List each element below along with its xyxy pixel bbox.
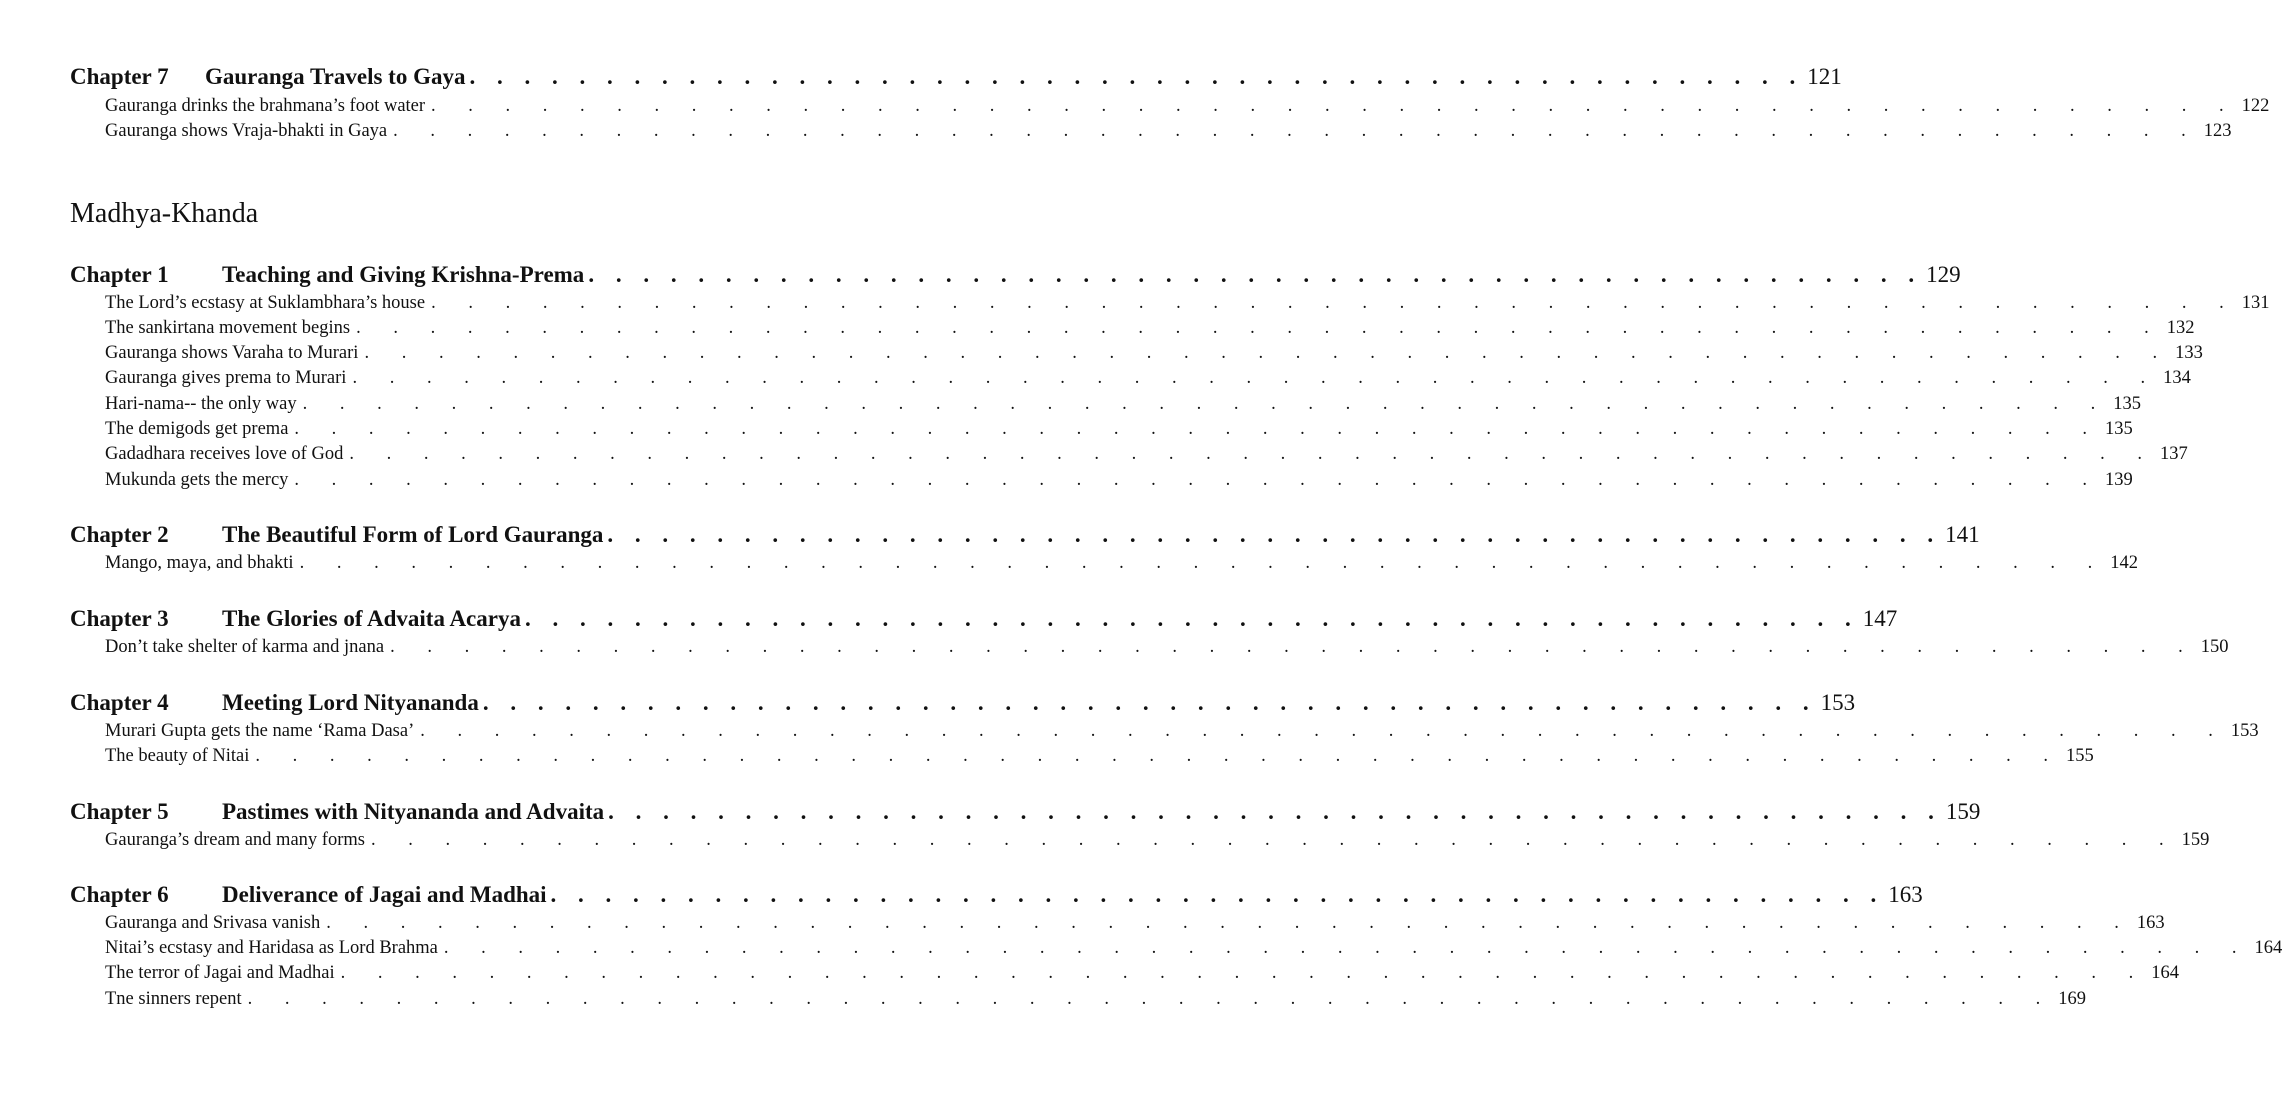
chapter-title: Gauranga Travels to Gaya	[205, 64, 466, 89]
section-page-number: 122	[2241, 96, 2270, 116]
section-title: Don’t take shelter of karma and jnana	[105, 637, 385, 657]
dot-leader: . . . . . . . . . . . . . . . . . . . . . . . . . . . . . . . . . . . . . . . . . . . . . . . . .	[420, 721, 2227, 741]
section-title: Gauranga’s dream and many forms	[105, 830, 365, 850]
dot-leader: . . . . . . . . . . . . . . . . . . . . . . . . . . . . . . . . . . . . . . . . . . . . . . . . .	[255, 746, 2062, 766]
section-title: Mukunda gets the mercy	[105, 470, 289, 490]
toc-chapter-3	[70, 606, 1898, 632]
section-title: Murari Gupta gets the name ‘Rama Dasa’	[105, 721, 415, 741]
section-title: Tne sinners repent	[105, 989, 242, 1009]
section-title: Mango, maya, and bhakti	[105, 553, 294, 573]
section-title: The terror of Jagai and Madhai	[105, 963, 335, 983]
toc-section	[105, 913, 2165, 934]
dot-leader: . . . . . . . . . . . . . . . . . . . . . . . . . . . . . . . . . . . . . . . . . . . . . . . . .	[326, 913, 2133, 933]
section-page-number: 153	[2230, 721, 2259, 741]
section-page-number: 135	[2105, 419, 2133, 439]
dot-leader: . . . . . . . . . . . . . . . . . . . . . . . . . . . . . . . . . . . . . . . . . . . . . . . . .	[349, 444, 2156, 464]
chapter-page-number: 147	[1862, 606, 1898, 631]
section-title: Gauranga shows Varaha to Murari	[105, 343, 359, 363]
section-title: Gauranga drinks the brahmana’s foot water	[105, 96, 426, 116]
toc-section	[105, 721, 2259, 742]
section-page-number: 123	[2203, 121, 2232, 141]
dot-leader: . . . . . . . . . . . . . . . . . . . . . . . . . . . . . . . . . . . . . . . . . . . . . . . . .	[247, 989, 2055, 1009]
dot-leader: . . . . . . . . . . . . . . . . . . . . . . . . . . . . . . . . . . . . . . . . . . . . . . . . .	[607, 522, 1942, 547]
toc-section	[105, 830, 2210, 851]
dot-leader: . . . . . . . . . . . . . . . . . . . . . . . . . . . . . . . . . . . . . . . . . . . . . . . . .	[302, 394, 2110, 414]
toc-section	[105, 293, 2270, 314]
chapter-page-number: 163	[1888, 882, 1923, 907]
dot-leader: . . . . . . . . . . . . . . . . . . . . . . . . . . . . . . . . . . . . . . . . . . . . . . . . .	[294, 470, 2102, 490]
toc-section	[105, 963, 2179, 984]
toc-chapter-4	[70, 690, 1856, 716]
section-page-number: 131	[2241, 293, 2270, 313]
toc-section	[105, 444, 2188, 465]
chapter-number: Chapter 6	[70, 882, 169, 907]
toc-section	[105, 938, 2282, 959]
section-page-number: 150	[2200, 637, 2229, 657]
section-title: The demigods get prema	[105, 419, 289, 439]
section-page-number: 139	[2105, 470, 2133, 490]
toc-section	[105, 989, 2087, 1010]
toc-section	[105, 318, 2195, 339]
section-title: Nitai’s ecstasy and Haridasa as Lord Brahma	[105, 938, 438, 958]
section-title: Hari-nama-- the only way	[105, 394, 297, 414]
dot-leader: . . . . . . . . . . . . . . . . . . . . . . . . . . . . . . . . . . . . . . . . . . . . . . . . .	[352, 368, 2160, 388]
section-title: Gauranga gives prema to Murari	[105, 368, 347, 388]
toc-chapter-5	[70, 799, 1981, 825]
chapter-number: Chapter 3	[70, 606, 169, 631]
section-page-number: 134	[2163, 368, 2191, 388]
toc-section	[105, 96, 2270, 117]
chapter-page-number: 141	[1945, 522, 1980, 547]
dot-leader: . . . . . . . . . . . . . . . . . . . . . . . . . . . . . . . . . . . . . . . . . . . . . . . . .	[294, 419, 2102, 439]
toc-section	[105, 343, 2203, 364]
section-page-number: 133	[2175, 343, 2203, 363]
toc-section	[105, 121, 2232, 142]
chapter-title: The Beautiful Form of Lord Gauranga	[222, 522, 604, 547]
chapter-page-number: 159	[1945, 799, 1981, 824]
dot-leader: . . . . . . . . . . . . . . . . . . . . . . . . . . . . . . . . . . . . . . . . . . . . . . . . .	[299, 553, 2107, 573]
dot-leader: . . . . . . . . . . . . . . . . . . . . . . . . . . . . . . . . . . . . . . . . . . . . . . . . .	[482, 690, 1817, 715]
section-page-number: 135	[2113, 394, 2141, 414]
chapter-title: Pastimes with Nityananda and Advaita	[222, 799, 605, 824]
chapter-title: Deliverance of Jagai and Madhai	[222, 882, 547, 907]
chapter-title: Teaching and Giving Krishna-Prema	[222, 262, 585, 287]
dot-leader: . . . . . . . . . . . . . . . . . . . . . . . . . . . . . . . . . . . . . . . . . . . . . . . . .	[524, 606, 1859, 631]
chapter-number: Chapter 4	[70, 690, 169, 715]
dot-leader: . . . . . . . . . . . . . . . . . . . . . . . . . . . . . . . . . . . . . . . . . . . . . . . . .	[390, 637, 2197, 657]
dot-leader: . . . . . . . . . . . . . . . . . . . . . . . . . . . . . . . . . . . . . . . . . . . . . . . . .	[370, 830, 2178, 850]
toc-section	[105, 746, 2094, 767]
toc-section	[105, 637, 2229, 658]
section-page-number: 142	[2110, 553, 2138, 573]
section-title: The beauty of Nitai	[105, 746, 250, 766]
toc-section	[105, 419, 2133, 440]
dot-leader: . . . . . . . . . . . . . . . . . . . . . . . . . . . . . . . . . . . . . . . . . . . . . . . . .	[469, 64, 1804, 89]
chapter-number: Chapter 2	[70, 522, 169, 547]
dot-leader: . . . . . . . . . . . . . . . . . . . . . . . . . . . . . . . . . . . . . . . . . . . . . . . . .	[443, 938, 2251, 958]
chapter-page-number: 129	[1926, 262, 1961, 287]
part-title: Madhya-Khanda	[70, 198, 259, 229]
dot-leader: . . . . . . . . . . . . . . . . . . . . . . . . . . . . . . . . . . . . . . . . . . . . . . . . .	[356, 318, 2163, 338]
section-title: The Lord’s ecstasy at Suklambhara’s house	[105, 293, 426, 313]
toc-chapter-6	[70, 882, 1923, 908]
chapter-title: Meeting Lord Nityananda	[222, 690, 479, 715]
section-title: The sankirtana movement begins	[105, 318, 351, 338]
section-page-number: 159	[2181, 830, 2210, 850]
chapter-page-number: 121	[1807, 64, 1842, 89]
section-page-number: 164	[2151, 963, 2179, 983]
chapter-number: Chapter 5	[70, 799, 169, 824]
section-page-number: 169	[2058, 989, 2087, 1009]
toc-section	[105, 394, 2141, 415]
toc-section	[105, 470, 2133, 491]
section-page-number: 163	[2136, 913, 2165, 933]
chapter-page-number: 153	[1820, 690, 1856, 715]
section-page-number: 132	[2166, 318, 2195, 338]
section-title: Gauranga shows Vraja-bhakti in Gaya	[105, 121, 388, 141]
dot-leader: . . . . . . . . . . . . . . . . . . . . . . . . . . . . . . . . . . . . . . . . . . . . . . . . .	[431, 293, 2238, 313]
dot-leader: . . . . . . . . . . . . . . . . . . . . . . . . . . . . . . . . . . . . . . . . . . . . . . . . .	[550, 882, 1885, 907]
dot-leader: . . . . . . . . . . . . . . . . . . . . . . . . . . . . . . . . . . . . . . . . . . . . . . . . .	[364, 343, 2172, 363]
section-title: Gadadhara receives love of God	[105, 444, 344, 464]
dot-leader: . . . . . . . . . . . . . . . . . . . . . . . . . . . . . . . . . . . . . . . . . . . . . . . . .	[340, 963, 2148, 983]
dot-leader: . . . . . . . . . . . . . . . . . . . . . . . . . . . . . . . . . . . . . . . . . . . . . . . . .	[588, 262, 1923, 287]
dot-leader: . . . . . . . . . . . . . . . . . . . . . . . . . . . . . . . . . . . . . . . . . . . . . . . . .	[608, 799, 1942, 824]
dot-leader: . . . . . . . . . . . . . . . . . . . . . . . . . . . . . . . . . . . . . . . . . . . . . . . . .	[393, 121, 2200, 141]
toc-chapter-2	[70, 522, 1980, 548]
section-title: Gauranga and Srivasa vanish	[105, 913, 321, 933]
section-page-number: 155	[2065, 746, 2094, 766]
toc-section	[105, 368, 2191, 389]
section-page-number: 164	[2254, 938, 2282, 958]
toc-chapter-7	[70, 64, 1842, 90]
toc-section	[105, 553, 2138, 574]
dot-leader: . . . . . . . . . . . . . . . . . . . . . . . . . . . . . . . . . . . . . . . . . . . . . . . . .	[431, 96, 2238, 116]
section-page-number: 137	[2159, 444, 2188, 464]
toc-chapter-1	[70, 262, 1961, 288]
chapter-title: The Glories of Advaita Acarya	[222, 606, 521, 631]
chapter-number: Chapter 7	[70, 64, 169, 89]
chapter-number: Chapter 1	[70, 262, 169, 287]
